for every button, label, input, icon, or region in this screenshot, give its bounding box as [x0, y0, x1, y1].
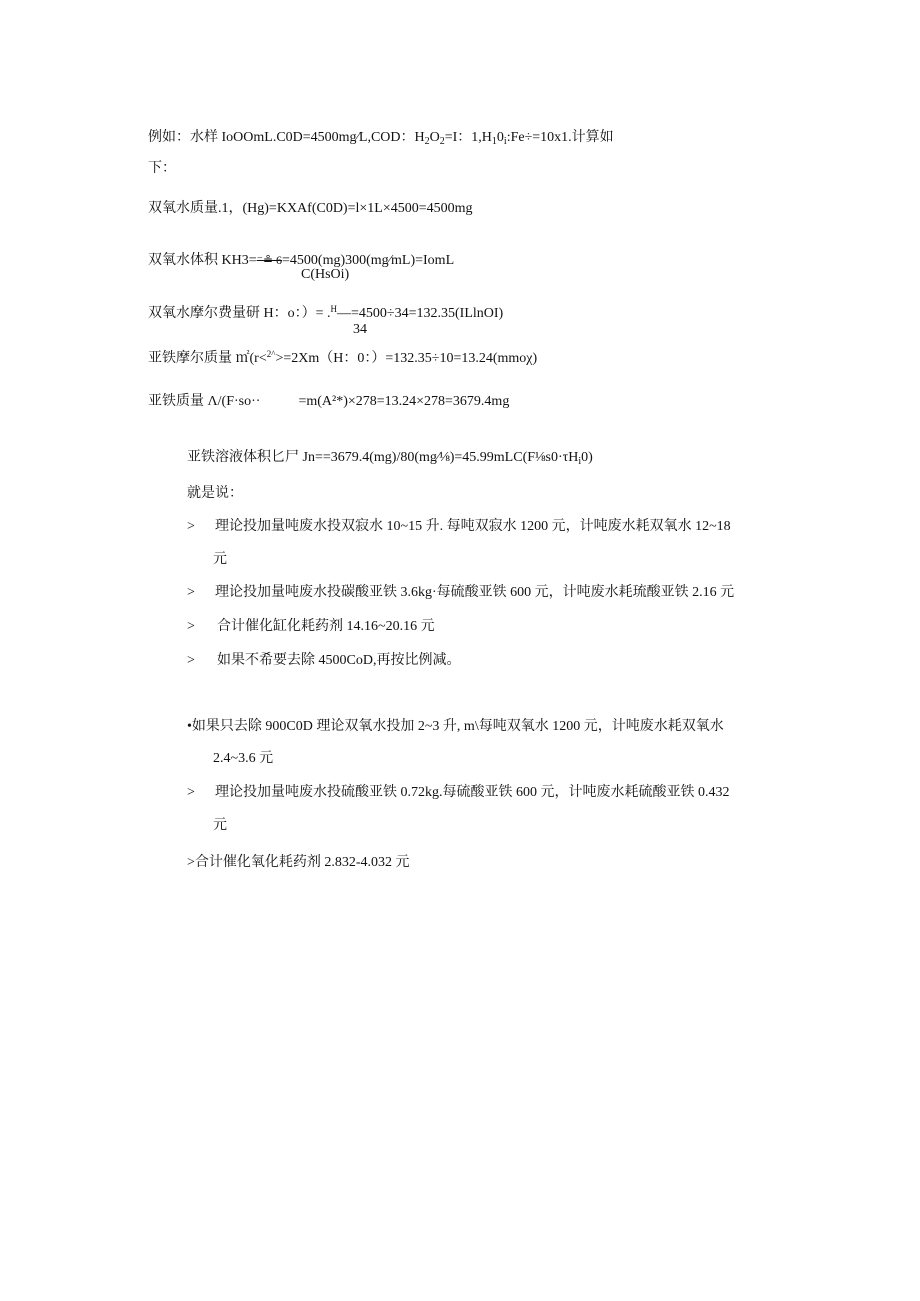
calc-text: 0): [581, 450, 593, 465]
superscript: 2^: [266, 349, 276, 359]
calc-fe-mass: [148, 393, 509, 411]
list-item-text: 如果不希要去除 4500CoD,再按比例减。: [217, 653, 461, 668]
example-text: 0: [496, 130, 504, 145]
calc-text: 亚铁质量 Λ/(F·so··: [148, 394, 261, 409]
calc-h2o2-molar: [148, 305, 503, 323]
conclusion-lead: 就是说：: [187, 486, 243, 501]
calc-fe-volume: [187, 449, 593, 467]
bullet-marker: >: [187, 653, 195, 668]
list-item-text: 合计催化缸化耗药剂 14.16~20.16 元: [217, 619, 435, 634]
subscript: 2: [439, 136, 445, 147]
calc-text: >=2Xm（H：0：）=132.35÷10=13.24(mmoχ): [275, 351, 538, 366]
bullet-marker: >: [187, 785, 195, 800]
superscript: H: [330, 304, 338, 314]
calc-h2o2-volume-denominator: C(HsOi): [301, 267, 350, 282]
calc-text: —=4500÷34=132.35(ILlnOI): [337, 306, 504, 321]
subscript: i: [578, 456, 582, 467]
calc-text: 亚铁溶液体积匕尸 Jn==3679.4(mg)/80(mg∕⅛)=45.99mLC(F⅛s0·τH: [187, 450, 579, 465]
list-item-cont: 2.4~3.6 元: [213, 751, 274, 766]
list-item: [187, 518, 731, 536]
list-item: [187, 584, 734, 602]
calc-text: =4500(mg)300(mg∕mL)=IomL: [282, 253, 455, 268]
subscript: 1: [491, 136, 497, 147]
example-text: 例如：水样 IoOOmL.C0D=4500mg∕L,COD：H: [148, 130, 425, 145]
calc-text: 双氧水摩尔费量研 H：o：）= .: [148, 306, 331, 321]
calc-h2o2-mass: 双氧水质量.1，(Hg)=KXAf(C0D)=l×1L×4500=4500mg: [148, 201, 473, 216]
list-item: >合计催化氧化耗药剂 2.832-4.032 元: [187, 855, 410, 870]
calc-fe-molar: [148, 350, 537, 368]
list-item: [187, 784, 730, 802]
calc-text: =m(A²*)×278=13.24×278=3679.4mg: [298, 394, 510, 409]
bullet-marker: >: [187, 585, 195, 600]
example-text: =I：1,H: [444, 130, 492, 145]
example-text: O: [429, 130, 440, 145]
list-item-text: 理论投加量吨废水投双寂水 10~15 升. 每吨双寂水 1200 元，计吨废水耗双氧水 12~18: [215, 519, 731, 534]
list-item: [187, 618, 435, 636]
list-item-text: 理论投加量吨废水投硫酸亚铁 0.72kg.每硫酸亚铁 600 元，计吨废水耗硫酸亚铁 0.432: [215, 785, 730, 800]
list-item-cont: 元: [213, 818, 227, 833]
calc-h2o2-molar-denominator: 34: [353, 322, 367, 337]
example-text: :Fe÷=10x1.计算如: [506, 130, 614, 145]
strike-text: ⁻≗ 6: [256, 253, 283, 267]
bullet-marker: >: [187, 619, 195, 634]
example-line: [148, 129, 614, 147]
calc-text: 双氧水体积 KH3=: [148, 253, 257, 268]
list-item-text: 理论投加量吨废水投碳酸亚铁 3.6kg·每硫酸亚铁 600 元，计吨废水耗琉酸亚铁 2.16 元: [215, 585, 735, 600]
list-item-cont: 元: [213, 552, 227, 567]
list-item: •如果只去除 900C0D 理论双氧水投加 2~3 升, m\每吨双氧水 1200 元，计吨废水耗双氧水: [187, 719, 724, 734]
bullet-marker: >: [187, 519, 195, 534]
list-item: [187, 652, 460, 670]
subscript: i: [503, 136, 507, 147]
example-line-cont: 下：: [148, 161, 176, 176]
subscript: 2: [424, 136, 430, 147]
calc-text: 亚铁摩尔质量 ㎡(r<: [148, 351, 267, 366]
